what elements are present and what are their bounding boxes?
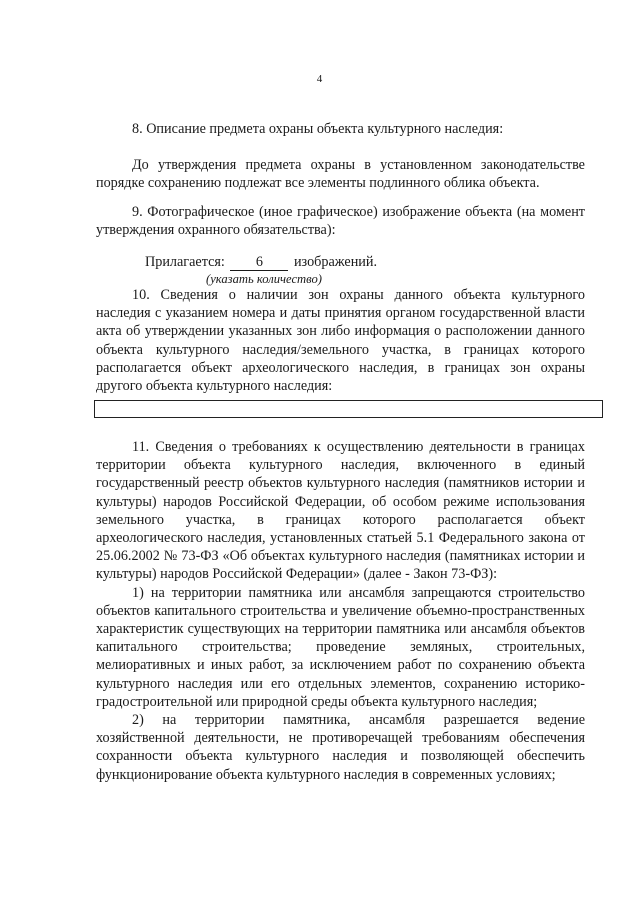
section-10-text: 10. Сведения о наличии зон охраны данного объекта культурного наследия с указанием номера и даты принятия органом государственной власти акта об утверждении указанных зон либо информация о расположении данного объекта культурного наследия/земельного участка, в границах которого располагается объект археологического наследия, в границах зон охраны другого объекта культурного наследия:	[96, 287, 585, 395]
attach-label: Прилагается:	[145, 254, 225, 270]
protection-zones-box	[94, 400, 603, 418]
section-9	[96, 203, 585, 239]
section-11	[96, 438, 585, 784]
section-8	[96, 120, 585, 138]
section-9-text: 9. Фотографическое (иное графическое) изображение объекта (на момент утверждения охранного обязательства):	[96, 204, 585, 239]
section-11-item-2: 2) на территории памятника, ансамбля разрешается ведение хозяйственной деятельности, не противоречащей требованиям обеспечения сохранности объекта культурного наследия и позволяющей обеспечить функционирование объекта культурного наследия в современных условиях;	[96, 712, 585, 783]
attachment-line	[145, 253, 377, 271]
section-10	[96, 286, 585, 395]
section-8-heading: 8. Описание предмета охраны объекта культурного наследия:	[132, 121, 504, 137]
attach-unit: изображений.	[293, 254, 378, 270]
page-number: 4	[316, 73, 323, 85]
section-11-item-1: 1) на территории памятника или ансамбля запрещаются строительство объектов капитального строительства и увеличение объемно-пространственных характеристик существующих на территории памятника или ансамбля объектов капитального строительства; проведение земляных, строительных, мелиоративных и иных работ, за исключением работ по сохранению объекта культурного наследия или его отдельных элементов, сохранению историко-градостроительной или природной среды объекта культурного наследия;	[96, 584, 585, 710]
attach-count: 6	[230, 255, 288, 271]
section-8-text: До утверждения предмета охраны в установленном законодательстве порядке сохранению подлежат все элементы подлинного облика объекта.	[96, 157, 585, 192]
section-8-body	[96, 156, 585, 192]
section-11-text: 11. Сведения о требованиях к осуществлению деятельности в границах территории объекта культурного наследия, включенного в единый государственный реестр объектов культурного наследия (памятников истории и культуры) народов Российской Федерации, об особом режиме использования земельного участка, в границах которого располагается объект археологического наследия, установленных статьей 5.1 Федерального закона от 25.06.2002 № 73-ФЗ «Об объектах культурного наследия (памятниках истории и культуры) народов Российской Федерации» (далее - Закон 73-ФЗ):	[96, 439, 585, 583]
attach-hint: (указать количество)	[206, 272, 322, 286]
